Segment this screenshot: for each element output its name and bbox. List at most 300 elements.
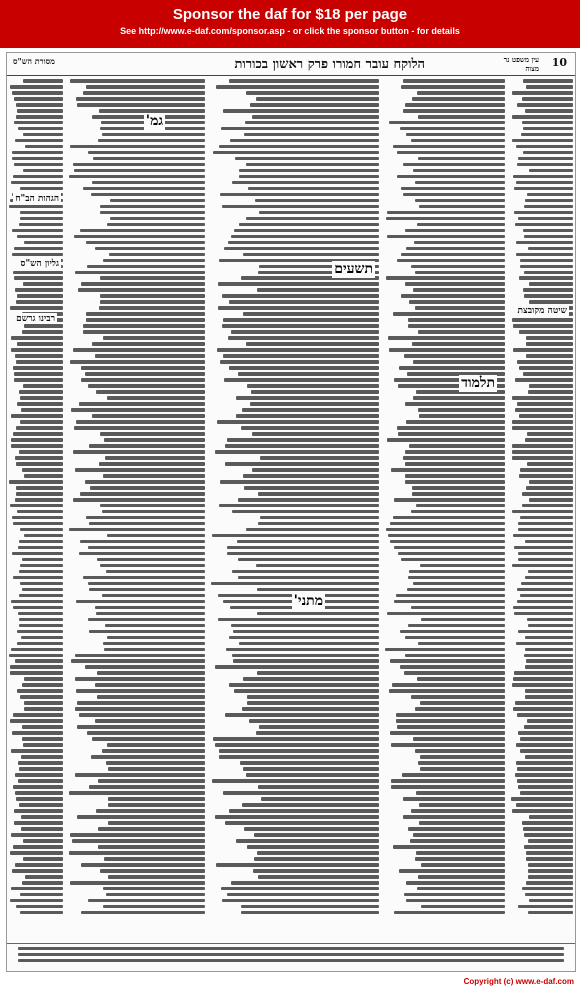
gemara-bigword: גמ'	[145, 113, 163, 129]
text-line	[405, 402, 505, 406]
text-line	[14, 97, 63, 101]
text-line	[242, 707, 379, 711]
text-line	[15, 659, 63, 663]
text-line	[413, 582, 505, 586]
text-line	[108, 803, 205, 807]
text-line	[232, 510, 379, 514]
text-line	[389, 348, 505, 352]
text-line	[241, 426, 379, 430]
footnote-line	[18, 953, 563, 956]
text-line	[86, 85, 205, 89]
text-line	[77, 701, 205, 705]
text-line	[11, 414, 63, 418]
text-line	[11, 444, 63, 448]
text-line	[239, 175, 379, 179]
text-line	[257, 588, 379, 592]
text-line	[107, 743, 205, 747]
text-line	[18, 761, 63, 765]
text-line	[107, 636, 205, 640]
text-line	[12, 91, 63, 95]
text-line	[393, 145, 505, 149]
text-line	[520, 259, 573, 263]
text-line	[10, 504, 63, 508]
text-line	[83, 324, 205, 328]
text-line	[526, 851, 573, 855]
text-line	[513, 534, 573, 538]
text-line	[255, 199, 379, 203]
text-line	[71, 408, 205, 412]
text-line	[10, 899, 63, 903]
text-line	[413, 833, 505, 837]
text-line	[258, 785, 379, 789]
text-line	[95, 354, 205, 358]
ein-mishpat-label: עין משפט נר מצוה	[503, 55, 539, 73]
text-line	[511, 797, 573, 801]
text-line	[11, 336, 63, 340]
text-line	[409, 570, 505, 574]
text-line	[254, 833, 379, 837]
text-line	[225, 462, 379, 466]
text-line	[89, 444, 205, 448]
text-line	[91, 755, 205, 759]
gilyon-heading: גליון הש"ס	[20, 259, 59, 269]
text-line	[220, 193, 379, 197]
text-line	[212, 534, 379, 538]
text-line	[512, 426, 573, 430]
text-line	[70, 881, 205, 885]
text-line	[512, 420, 573, 424]
text-line	[520, 468, 573, 472]
ein-mishpat-column	[511, 79, 573, 939]
text-line	[103, 905, 205, 909]
text-line	[402, 773, 505, 777]
text-line	[250, 103, 379, 107]
text-line	[527, 462, 573, 466]
text-line	[223, 318, 379, 322]
text-line	[106, 761, 205, 765]
text-line	[529, 815, 573, 819]
text-line	[16, 103, 63, 107]
sponsor-banner[interactable]	[0, 0, 580, 48]
text-line	[412, 342, 505, 346]
text-line	[523, 229, 573, 233]
text-line	[20, 211, 63, 215]
text-line	[72, 839, 205, 843]
text-line	[418, 408, 505, 412]
text-line	[401, 85, 505, 89]
text-line	[512, 510, 573, 514]
text-line	[211, 582, 379, 586]
text-line	[14, 809, 63, 813]
text-line	[24, 677, 63, 681]
text-line	[17, 510, 63, 514]
text-line	[512, 683, 573, 687]
text-line	[23, 282, 63, 286]
text-line	[512, 456, 573, 460]
text-line	[525, 755, 573, 759]
text-line	[17, 642, 63, 646]
text-line	[411, 510, 505, 514]
text-line	[86, 241, 205, 245]
text-line	[524, 845, 573, 849]
text-line	[14, 276, 63, 280]
text-line	[525, 109, 573, 113]
text-line	[252, 115, 379, 119]
text-line	[248, 187, 379, 191]
text-line	[386, 528, 505, 532]
text-line	[22, 558, 63, 562]
text-line	[405, 480, 505, 484]
text-line	[393, 845, 505, 849]
text-line	[19, 570, 63, 574]
text-line	[396, 713, 505, 717]
text-line	[414, 241, 505, 245]
text-line	[405, 654, 505, 658]
text-line	[517, 402, 573, 406]
text-line	[99, 109, 205, 113]
text-line	[417, 887, 505, 891]
text-line	[20, 396, 63, 400]
text-line	[14, 247, 63, 251]
text-line	[100, 564, 206, 568]
text-line	[102, 749, 205, 753]
text-line	[71, 659, 205, 663]
text-line	[392, 683, 505, 687]
text-line	[512, 396, 573, 400]
text-line	[24, 324, 63, 328]
text-line	[236, 839, 379, 843]
text-line	[225, 444, 379, 448]
text-line	[391, 468, 505, 472]
text-line	[105, 624, 205, 628]
text-line	[77, 103, 205, 107]
text-line	[213, 737, 379, 741]
text-line	[513, 707, 573, 711]
text-line	[390, 540, 505, 544]
shita-mekubetzet-heading: שיטה מקובצת	[517, 306, 567, 316]
text-line	[243, 677, 379, 681]
text-line	[21, 408, 63, 412]
text-line	[85, 480, 205, 484]
text-line	[387, 235, 505, 239]
text-line	[100, 300, 205, 304]
text-line	[512, 139, 573, 143]
text-line	[512, 450, 573, 454]
text-line	[17, 402, 63, 406]
text-line	[79, 552, 205, 556]
text-line	[87, 265, 205, 269]
masoret-column	[9, 79, 63, 939]
text-line	[222, 294, 379, 298]
gemara-column	[211, 79, 379, 939]
text-line	[74, 426, 205, 430]
text-line	[227, 438, 379, 442]
text-line	[240, 761, 379, 765]
text-line	[227, 552, 379, 556]
text-line	[18, 546, 63, 550]
text-line	[516, 241, 573, 245]
text-line	[14, 372, 63, 376]
text-line	[522, 97, 573, 101]
text-line	[15, 139, 63, 143]
text-line	[416, 791, 505, 795]
text-line	[96, 612, 205, 616]
text-line	[95, 247, 205, 251]
text-line	[69, 175, 205, 179]
text-line	[254, 857, 379, 861]
text-line	[246, 528, 379, 532]
text-line	[528, 911, 573, 915]
text-line	[12, 869, 63, 873]
text-line	[405, 103, 505, 107]
text-line	[97, 695, 205, 699]
text-line	[21, 636, 63, 640]
text-line	[528, 247, 573, 251]
text-line	[92, 181, 205, 185]
text-line	[24, 474, 63, 478]
text-line	[400, 630, 505, 634]
text-line	[25, 145, 63, 149]
text-line	[22, 881, 63, 885]
text-line	[234, 689, 379, 693]
text-line	[518, 905, 573, 909]
text-line	[519, 276, 573, 280]
text-line	[13, 713, 63, 717]
text-line	[416, 851, 505, 855]
sponsor-subtitle[interactable]: See http://www.e-daf.com/sponsor.asp - or click the sponsor button - for details	[120, 26, 460, 36]
page-number: 10	[551, 56, 567, 69]
text-line	[404, 671, 505, 675]
text-line	[15, 791, 63, 795]
text-line	[522, 504, 573, 508]
text-line	[524, 235, 573, 239]
text-line	[257, 612, 379, 616]
text-line	[244, 486, 379, 490]
text-line	[81, 911, 205, 915]
text-line	[108, 797, 205, 801]
text-line	[215, 815, 379, 819]
text-line	[518, 558, 573, 562]
text-line	[19, 223, 63, 227]
text-line	[16, 797, 63, 801]
text-line	[232, 181, 379, 185]
text-line	[10, 306, 63, 310]
masoret-label: מסורת הש"ס	[13, 56, 55, 66]
text-line	[17, 689, 63, 693]
text-line	[22, 330, 63, 334]
text-line	[243, 253, 379, 257]
text-line	[81, 282, 205, 286]
text-line	[23, 839, 63, 843]
text-line	[76, 97, 205, 101]
text-line	[519, 330, 573, 334]
text-line	[400, 127, 505, 131]
text-line	[524, 271, 573, 275]
text-line	[24, 707, 63, 711]
text-line	[104, 857, 205, 861]
text-line	[526, 85, 573, 89]
text-line	[225, 821, 379, 825]
text-line	[87, 731, 205, 735]
text-line	[229, 300, 379, 304]
text-line	[514, 211, 573, 215]
text-line	[517, 713, 573, 717]
text-line	[405, 282, 505, 286]
text-line	[13, 845, 63, 849]
text-line	[415, 199, 505, 203]
text-line	[74, 169, 205, 173]
text-line	[514, 546, 573, 550]
text-line	[88, 384, 205, 388]
text-line	[20, 187, 63, 191]
text-line	[386, 276, 505, 280]
text-line	[525, 636, 573, 640]
text-line	[245, 121, 379, 125]
text-line	[227, 546, 379, 550]
text-line	[107, 396, 205, 400]
text-line	[223, 109, 379, 113]
text-line	[515, 223, 573, 227]
text-line	[96, 390, 205, 394]
text-line	[109, 253, 205, 257]
text-line	[75, 677, 205, 681]
text-line	[513, 677, 573, 681]
text-line	[408, 318, 505, 322]
text-line	[405, 474, 505, 478]
text-line	[216, 863, 379, 867]
text-line	[19, 803, 63, 807]
text-line	[219, 749, 379, 753]
text-line	[13, 785, 63, 789]
text-line	[406, 247, 505, 251]
text-line	[398, 432, 505, 436]
text-line	[11, 749, 63, 753]
text-line	[231, 330, 379, 334]
text-line	[93, 157, 205, 161]
text-line	[517, 163, 573, 167]
text-line	[397, 175, 505, 179]
text-line	[515, 378, 573, 382]
text-line	[413, 396, 505, 400]
text-line	[517, 103, 573, 107]
text-line	[527, 618, 573, 622]
copyright-notice[interactable]: Copyright (c) www.e-daf.com	[463, 977, 574, 986]
text-line	[528, 863, 573, 867]
text-line	[415, 749, 505, 753]
text-line	[19, 540, 63, 544]
text-line	[217, 348, 379, 352]
text-line	[421, 618, 505, 622]
text-line	[410, 839, 505, 843]
text-line	[75, 773, 205, 777]
text-line	[529, 169, 573, 173]
text-line	[246, 217, 380, 221]
text-line	[520, 737, 573, 741]
text-line	[16, 300, 63, 304]
text-line	[75, 707, 205, 711]
text-line	[523, 127, 573, 131]
text-line	[24, 701, 63, 705]
text-line	[404, 354, 505, 358]
text-line	[396, 719, 505, 723]
text-line	[20, 564, 63, 568]
text-line	[223, 354, 379, 358]
text-line	[401, 187, 505, 191]
text-line	[514, 671, 573, 675]
text-line	[244, 133, 379, 137]
text-line	[421, 905, 505, 909]
text-line	[251, 390, 379, 394]
text-line	[418, 115, 505, 119]
text-line	[525, 689, 573, 693]
text-line	[525, 893, 573, 897]
text-line	[413, 288, 505, 292]
text-line	[405, 229, 505, 233]
text-line	[100, 294, 205, 298]
text-line	[98, 779, 205, 783]
text-line	[110, 199, 205, 203]
text-line	[242, 408, 379, 412]
text-line	[518, 552, 573, 556]
text-line	[104, 438, 205, 442]
text-line	[244, 827, 379, 831]
text-line	[405, 450, 505, 454]
text-line	[91, 193, 205, 197]
text-line	[15, 863, 63, 867]
text-line	[397, 725, 505, 729]
text-line	[236, 414, 379, 418]
text-line	[81, 863, 205, 867]
text-line	[401, 558, 505, 562]
text-line	[387, 438, 505, 442]
text-line	[222, 899, 379, 903]
text-line	[103, 642, 205, 646]
text-line	[409, 444, 505, 448]
text-line	[418, 157, 505, 161]
text-line	[89, 522, 205, 526]
text-line	[213, 151, 379, 155]
text-line	[406, 899, 505, 903]
text-line	[95, 606, 205, 610]
text-line	[11, 438, 63, 442]
text-line	[70, 360, 205, 364]
text-line	[20, 893, 63, 897]
text-line	[221, 127, 379, 131]
text-line	[524, 833, 573, 837]
hagahot-heading: הגהות הב"ח	[15, 194, 59, 204]
text-line	[14, 378, 63, 382]
text-line	[528, 875, 573, 879]
text-line	[78, 288, 205, 292]
text-line	[518, 217, 573, 221]
text-line	[527, 432, 573, 436]
text-line	[406, 420, 505, 424]
text-line	[513, 348, 573, 352]
text-line	[528, 570, 573, 574]
text-line	[17, 235, 63, 239]
text-line	[516, 253, 573, 257]
text-line	[411, 265, 505, 269]
text-line	[22, 683, 63, 687]
text-line	[238, 558, 379, 562]
text-line	[229, 636, 380, 640]
text-line	[229, 683, 379, 687]
text-line	[514, 612, 573, 616]
text-line	[11, 887, 63, 891]
text-line	[107, 534, 205, 538]
text-line	[97, 558, 205, 562]
text-line	[102, 594, 205, 598]
